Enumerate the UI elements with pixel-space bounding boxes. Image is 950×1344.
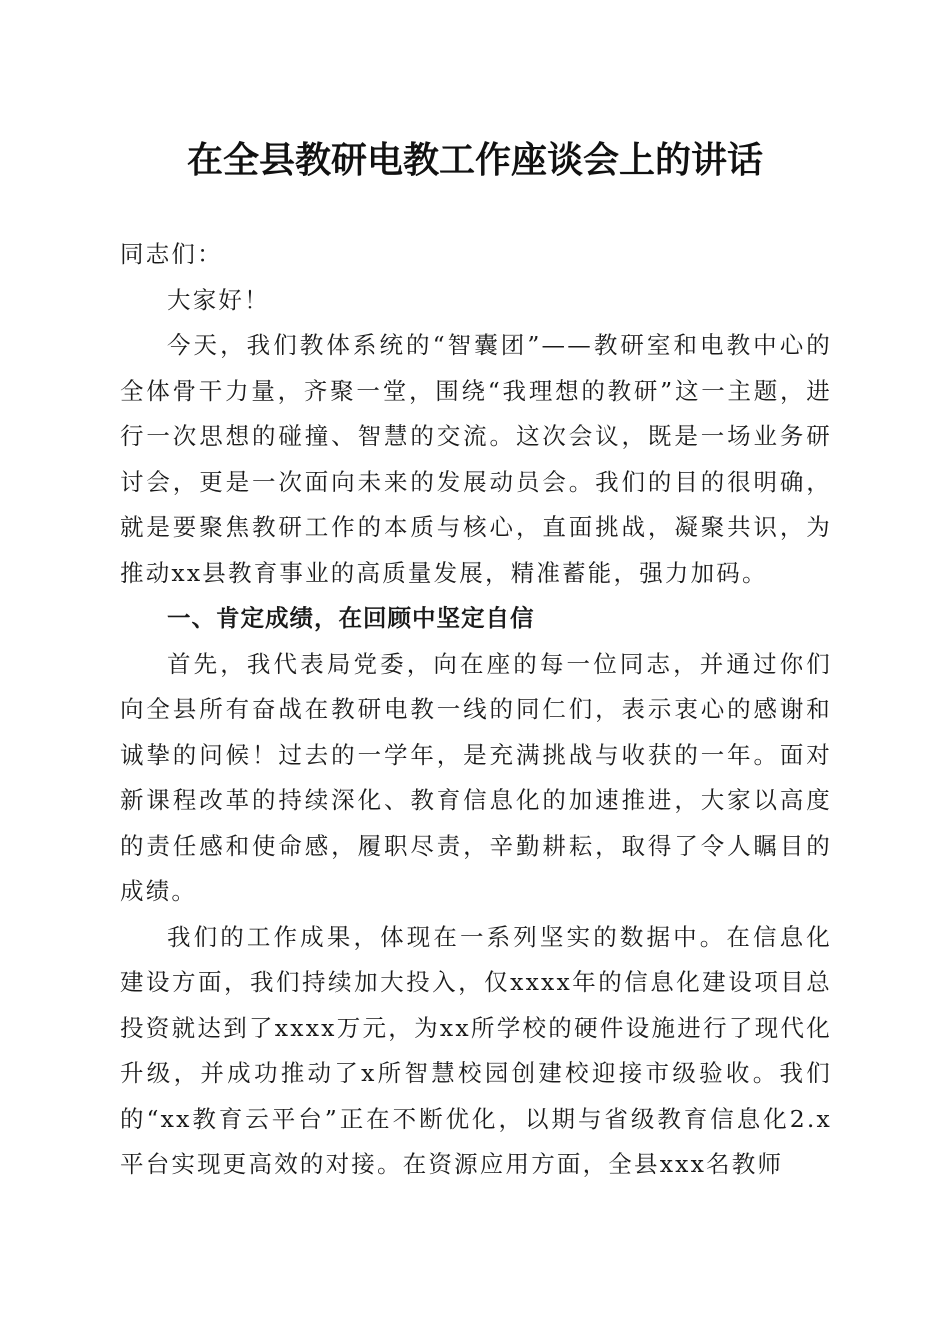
section-heading: 一、肯定成绩，在回顾中坚定自信	[167, 604, 535, 632]
paragraph-intro: 今天，我们教体系统的“智囊团”——教研室和电教中心的全体骨干力量，齐聚一堂，围绕“我理想的教研”这一主题，进行一次思想的碰撞、智慧的交流。这次会议，既是一场业务研讨会，更是一次面向未来的发展动员会。我们的目的很明确，就是要聚焦教研工作的本质与核心，直面挑战，凝聚共识，为推动xx县教育事业的高质量发展，精准蓄能，强力加码。	[120, 331, 832, 587]
paragraph-achievements: 我们的工作成果，体现在一系列坚实的数据中。在信息化建设方面，我们持续加大投入，仅xxxx年的信息化建设项目总投资就达到了xxxx万元，为xx所学校的硬件设施进行了现代化升级，并成功推动了x所智慧校园创建校迎接市级验收。我们的“xx教育云平台”正在不断优化，以期与省级教育信息化2.x平台实现更高效的对接。在资源应用方面，全县xxx名教师	[120, 922, 832, 1178]
document-body	[120, 232, 832, 1188]
document-title: 在全县教研电教工作座谈会上的讲话	[186, 139, 763, 181]
greeting: 大家好！	[167, 285, 270, 314]
paragraph-thanks: 首先，我代表局党委，向在座的每一位同志，并通过你们向全县所有奋战在教研电教一线的同仁们，表示衷心的感谢和诚挚的问候！过去的一学年，是充满挑战与收获的一年。面对新课程改革的持续深化、教育信息化的加速推进，大家以高度的责任感和使命感，履职尽责，辛勤耕耘，取得了令人瞩目的成绩。	[120, 649, 832, 905]
salutation: 同志们：	[120, 240, 223, 268]
